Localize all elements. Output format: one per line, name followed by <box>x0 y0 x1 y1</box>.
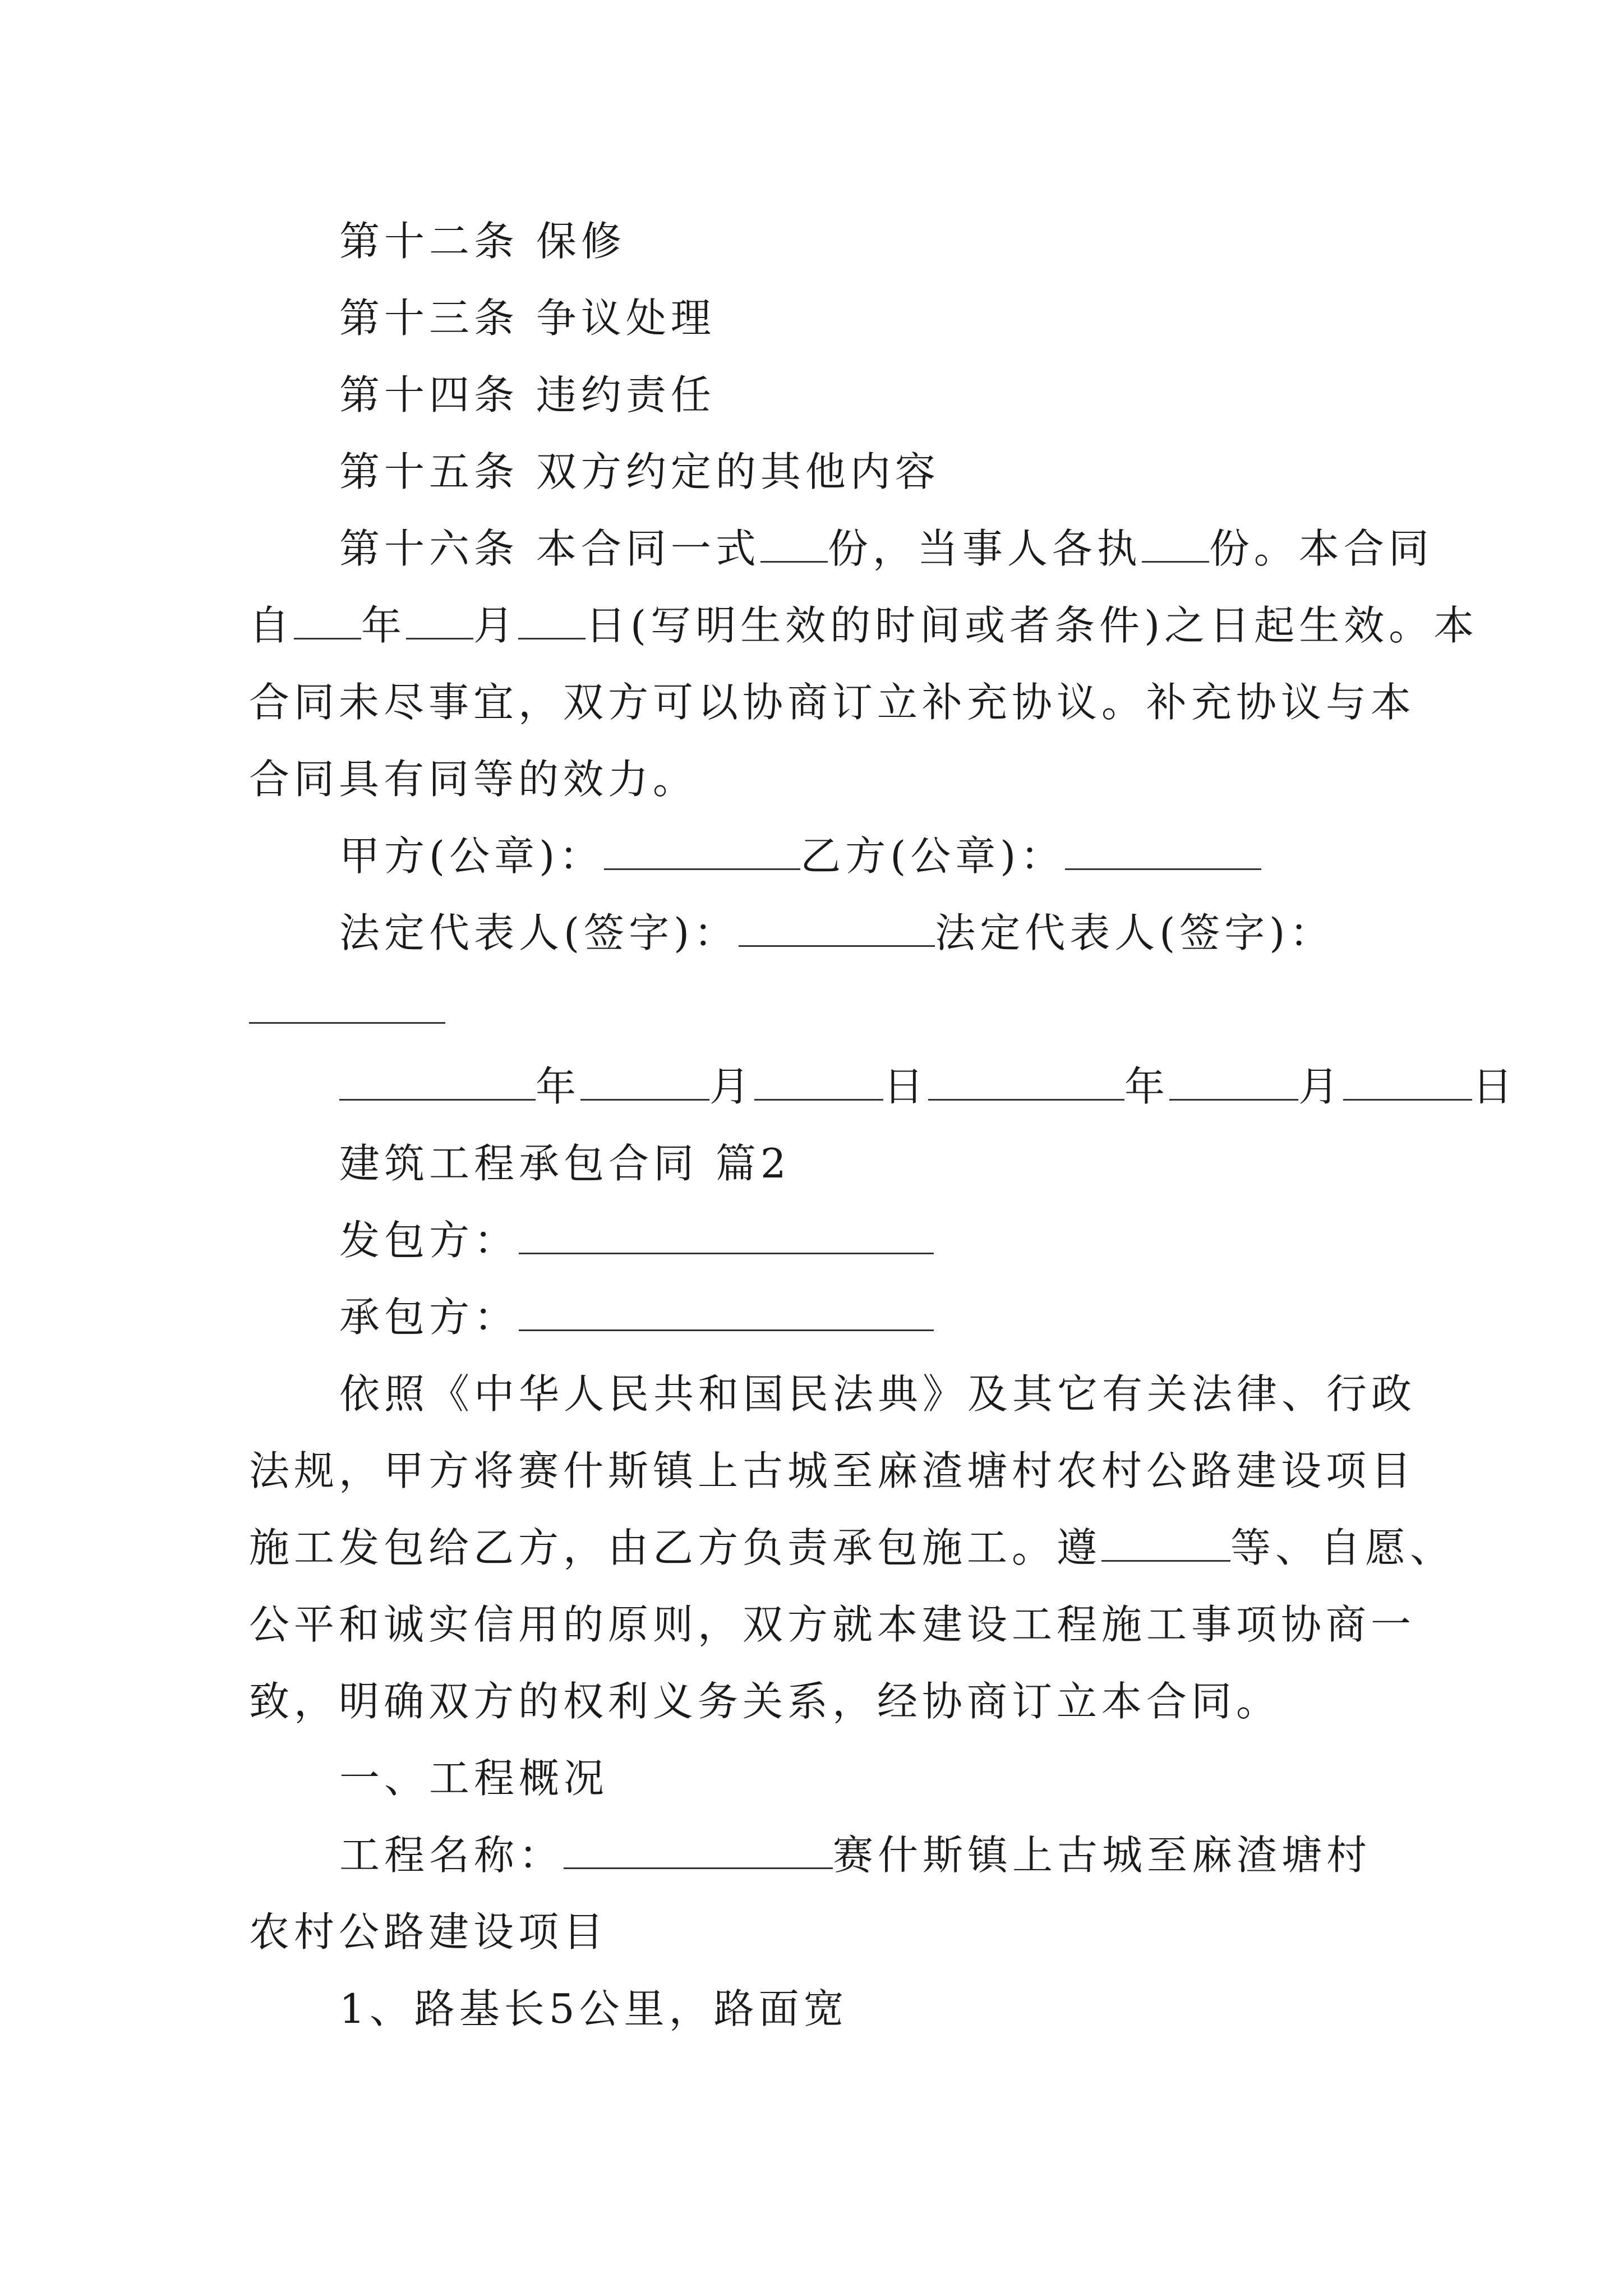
party-a-seal-label: 甲方(公章)： <box>339 832 605 880</box>
date-a-month: 月 <box>709 1063 755 1110</box>
project-name-line <box>339 1827 1517 1883</box>
date-a-day: 日 <box>883 1063 929 1110</box>
representative-line <box>339 905 1517 961</box>
preamble-text-5: 致，明确双方的权利义务关系，经协商订立本合同。 <box>249 1678 1281 1725</box>
preamble-line-5 <box>249 1673 1427 1729</box>
seal-line <box>339 828 1517 884</box>
heading-overview-text: 一、工程概况 <box>339 1755 609 1802</box>
heading-overview <box>339 1750 1517 1806</box>
project-name-continued <box>249 1904 1427 1960</box>
party-b-seal-blank <box>1065 829 1261 870</box>
preamble-line-4 <box>249 1596 1427 1653</box>
clause-16-line-4 <box>249 751 1427 807</box>
party-a-rep-label: 法定代表人(签字)： <box>339 909 739 956</box>
date-b-month-blank <box>1169 1060 1298 1101</box>
clause-14-text: 第十四条 违约责任 <box>339 371 716 418</box>
date-a-month-blank <box>580 1060 709 1101</box>
employer-blank <box>519 1213 934 1254</box>
section-title-text: 建筑工程承包合同 篇2 <box>339 1140 791 1187</box>
date-a-year-blank <box>339 1060 536 1101</box>
date-b-year-blank <box>928 1060 1124 1101</box>
clause-14 <box>339 367 1517 423</box>
clause-12-text: 第十二条 保修 <box>339 218 626 265</box>
date-b-day-blank <box>1343 1060 1472 1101</box>
text-effective: 日(写明生效的时间或者条件)之日起生效。本 <box>585 602 1479 649</box>
clause-13-text: 第十三条 争议处理 <box>339 295 716 342</box>
project-name-blank <box>564 1828 833 1869</box>
party-b-rep-label: 法定代表人(签字)： <box>935 909 1335 956</box>
preamble-text-3a: 施工发包给乙方，由乙方负责承包施工。遵 <box>249 1524 1102 1571</box>
blank-copies-total <box>760 522 828 563</box>
date-a-day-blank <box>754 1060 883 1101</box>
project-name-label: 工程名称： <box>339 1832 564 1879</box>
clause-12 <box>339 213 1517 269</box>
text-year: 年 <box>361 602 407 649</box>
preamble-line-3 <box>249 1520 1455 1576</box>
clause-16-text-3: 合同未尽事宜，双方可以协商订立补充协议。补充协议与本 <box>249 679 1416 726</box>
representative-continued <box>249 982 1427 1038</box>
preamble-blank <box>1101 1521 1230 1562</box>
contractor-label: 承包方： <box>339 1294 519 1341</box>
clause-16-text-4: 合同具有同等的效力。 <box>249 756 698 803</box>
preamble-text-2: 法规，甲方将赛什斯镇上古城至麻渣塘村农村公路建设项目 <box>249 1447 1416 1494</box>
date-b-month: 月 <box>1298 1063 1344 1110</box>
party-b-seal-label: 乙方(公章)： <box>800 832 1066 880</box>
date-line <box>339 1059 1517 1115</box>
text-month: 月 <box>473 602 519 649</box>
clause-16-text-a: 第十六条 本合同一式 <box>339 525 760 572</box>
project-name-text-2: 农村公路建设项目 <box>249 1908 608 1955</box>
clause-15-text: 第十五条 双方约定的其他内容 <box>339 448 940 495</box>
text-from: 自 <box>249 602 294 649</box>
clause-16-text-b: 份，当事人各执 <box>827 525 1142 572</box>
employer-line <box>339 1212 1517 1268</box>
party-a-rep-blank <box>739 906 935 947</box>
contractor-blank <box>519 1290 934 1331</box>
blank-copies-each <box>1142 522 1209 563</box>
date-b-year: 年 <box>1124 1063 1170 1110</box>
clause-16-line-2 <box>249 597 1479 654</box>
clause-13 <box>339 290 1517 346</box>
contractor-line <box>339 1289 1517 1345</box>
blank-day <box>518 599 585 639</box>
preamble-line-1 <box>339 1366 1517 1422</box>
clause-15 <box>339 444 1517 500</box>
project-name-text: 赛什斯镇上古城至麻渣塘村 <box>833 1832 1372 1879</box>
blank-month <box>406 599 473 639</box>
clause-16-line-1 <box>339 521 1517 577</box>
item-1-line <box>339 1981 1517 2037</box>
date-b-day: 日 <box>1472 1063 1518 1110</box>
item-1-text: 1、路基长5公里，路面宽 <box>339 1985 849 2032</box>
preamble-text-1: 依照《中华人民共和国民法典》及其它有关法律、行政 <box>339 1370 1417 1418</box>
preamble-line-2 <box>249 1443 1427 1499</box>
clause-16-line-3 <box>249 674 1427 730</box>
clause-16-text-c: 份。本合同 <box>1209 525 1433 572</box>
section-title <box>339 1135 1517 1191</box>
preamble-text-3b: 等、自愿、 <box>1230 1524 1455 1571</box>
date-a-year: 年 <box>536 1063 581 1110</box>
party-a-seal-blank <box>604 829 800 870</box>
employer-label: 发包方： <box>339 1217 519 1264</box>
blank-year <box>294 599 361 639</box>
preamble-text-4: 公平和诚实信用的原则，双方就本建设工程施工事项协商一 <box>249 1601 1416 1648</box>
party-b-rep-blank <box>249 983 445 1024</box>
